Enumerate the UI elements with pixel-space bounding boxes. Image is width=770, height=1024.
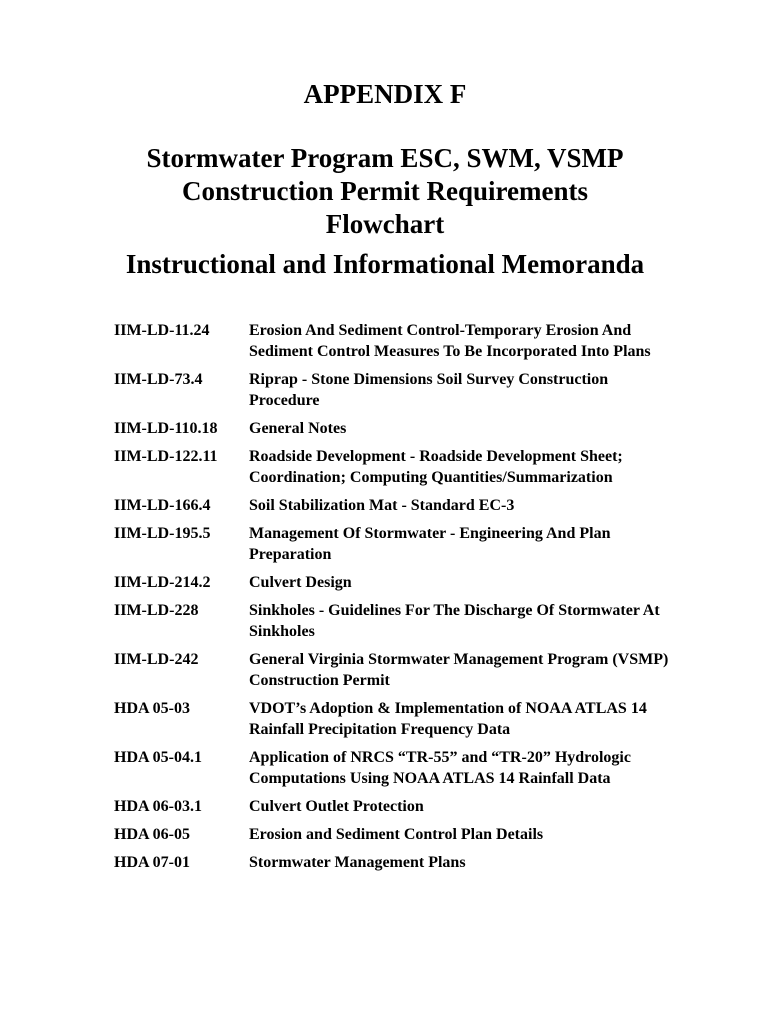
memo-code: HDA 06-03.1 [114,798,202,815]
memo-code: HDA 07-01 [114,854,190,871]
memo-row [114,572,674,593]
memo-title: Culvert Design [249,574,352,591]
memo-title: Stormwater Management Plans [249,854,466,871]
memo-title: Application of NRCS “TR-55” and “TR-20” Hydrologic Computations Using NOAA ATLAS 14 Rainfall Data [249,749,631,787]
memo-title: VDOT’s Adoption & Implementation of NOAA ATLAS 14 Rainfall Precipitation Frequency Data [249,700,647,738]
memo-code: IIM-LD-228 [114,602,199,619]
memo-row [114,600,674,642]
memo-code: IIM-LD-11.24 [114,322,210,339]
memo-row [114,446,674,488]
subtitle-line: Flowchart [325,209,445,239]
memo-code: IIM-LD-195.5 [114,525,211,542]
memo-title: Roadside Development - Roadside Development Sheet; Coordination; Computing Quantities/Summarization [249,448,623,486]
memo-row [114,824,674,845]
memo-title: General Notes [249,420,347,437]
memo-row [114,418,674,439]
memo-code: IIM-LD-73.4 [114,371,203,388]
memo-code: HDA 05-04.1 [114,749,202,766]
memo-title: Erosion and Sediment Control Plan Details [249,826,544,843]
memo-row [114,698,674,740]
memo-row [114,649,674,691]
memo-title: Sinkholes - Guidelines For The Discharge Of Stormwater At Sinkholes [249,602,660,640]
memo-code: IIM-LD-110.18 [114,420,218,437]
memo-code: HDA 05-03 [114,700,190,717]
memo-row [114,852,674,873]
memo-title: General Virginia Stormwater Management Program (VSMP) Construction Permit [249,651,669,689]
subtitle-line: Construction Permit Requirements [182,176,588,206]
memo-code: HDA 06-05 [114,826,190,843]
memo-title: Soil Stabilization Mat - Standard EC-3 [249,497,515,514]
subtitle-line: Stormwater Program ESC, SWM, VSMP [146,143,624,173]
document-subtitle [0,142,770,241]
memo-row [114,796,674,817]
memo-code: IIM-LD-122.11 [114,448,218,465]
memo-title: Culvert Outlet Protection [249,798,424,815]
memo-code: IIM-LD-166.4 [114,497,211,514]
appendix-title: APPENDIX F [303,79,467,109]
memo-row [114,747,674,789]
memoranda-list [114,320,674,880]
memo-row [114,523,674,565]
memo-row [114,320,674,362]
memo-title: Riprap - Stone Dimensions Soil Survey Construction Procedure [249,371,609,409]
memo-row [114,369,674,411]
memoranda-heading: Instructional and Informational Memoranda [125,249,645,279]
memo-title: Management Of Stormwater - Engineering And Plan Preparation [249,525,611,563]
memo-code: IIM-LD-214.2 [114,574,211,591]
memo-row [114,495,674,516]
memo-code: IIM-LD-242 [114,651,199,668]
memo-title: Erosion And Sediment Control-Temporary Erosion And Sediment Control Measures To Be Incorporated Into Plans [249,322,651,360]
